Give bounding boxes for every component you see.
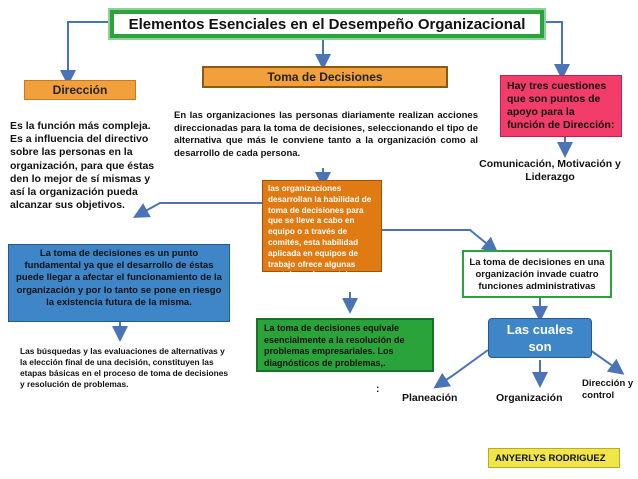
equipos-text: las organizaciones desarrollan la habilidad de toma de decisiones para que se lleve a cabo en equipo o a través de comités, esta habilidad aplicada en equipos de trabajo ofrece algunas ventajas y desventajas para el desarrollo de los equipos de trabajo. [268,184,372,301]
equipos-box [262,180,382,301]
funcion-organizacion: Organización [496,392,563,404]
cuestiones-box [500,75,622,137]
direccion-text: Es la función más compleja. Es a influencia del directivo sobre las personas en la organización, para que éstas den lo mejor de sí mismas y así la organización pueda alcanzar sus objetivos. [10,120,155,212]
funcion-direccion-control: Dirección y control [582,378,634,401]
cuestiones-label: Hay tres cuestiones que son puntos de apoyo para la función de Dirección: [507,80,615,131]
diagram-title: Elementos Esenciales en el Desempeño Organizacional [128,15,526,33]
colon-text: : [376,384,380,395]
title-box [108,8,546,40]
toma-decisiones-box [202,66,448,88]
las-cuales-text: Las cuales son [506,322,574,354]
title-inner [113,13,541,35]
author-name: ANYERLYS RODRIGUEZ [495,453,606,464]
punto-fundamental-text: Las búsquedas y las evaluaciones de alternativas y la elección final de una decisión, constituyen las etapas básicas en el proceso de toma de decisiones y resolución de problemas. [20,346,229,389]
equivale-box [256,318,434,372]
toma-decisiones-label: Toma de Decisiones [267,70,383,84]
direccion-label: Dirección [52,83,108,97]
equivale-text: La toma de decisiones equivale esencialmente a la resolución de problemas empresariales. Los diagnósticos de problemas,. [264,323,405,368]
direccion-box [24,80,136,100]
punto-fundamental-label: La toma de decisiones es un punto fundamental ya que el desarrollo de éstas puede llegar a afectar el funcionamiento de la organización y por lo tanto se pone en riesgo la existencia futura de la misma. [16,248,222,308]
funcion-planeacion: Planeación [402,392,458,404]
toma-decisiones-text: En las organizaciones las personas diariamente realizan acciones direccionadas para la toma de decisiones, seleccionando el tipo de alternativa que más le conviene tanto a la organización como al desarrollo de cada persona. [174,110,478,159]
las-cuales-box [488,318,592,358]
cuatro-funciones-text: La toma de decisiones en una organización invade cuatro funciones administrativas [469,257,605,292]
author-box [488,448,620,468]
cuatro-funciones-box [462,250,612,298]
cuestiones-text: Comunicación, Motivación y Liderazgo [479,158,621,183]
punto-fundamental-box [8,244,230,322]
